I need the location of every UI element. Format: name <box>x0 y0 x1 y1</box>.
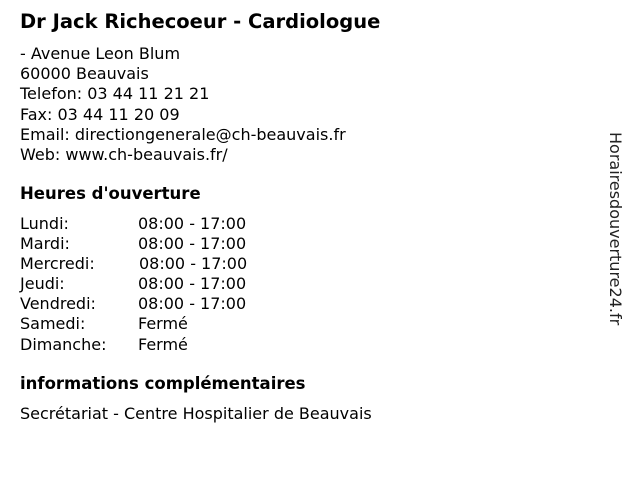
page-title: Dr Jack Richecoeur - Cardiologue <box>20 10 381 33</box>
time-value: 08:00 - 17:00 <box>139 254 248 274</box>
time-value: Fermé <box>138 314 188 334</box>
time-value: Fermé <box>138 334 188 354</box>
web-line: Web: www.ch-beauvais.fr/ <box>20 144 228 164</box>
phone-line: Telefon: 03 44 11 21 21 <box>20 84 210 104</box>
day-label: Samedi: <box>20 314 86 334</box>
site-watermark: Horairesdouverture24.fr <box>606 132 625 326</box>
address-block <box>20 44 346 165</box>
hours-row-tuesday <box>20 234 320 254</box>
time-value: 08:00 - 17:00 <box>138 234 247 254</box>
hours-row-sunday <box>20 335 320 355</box>
day-label: Jeudi: <box>20 274 65 294</box>
time-value: 08:00 - 17:00 <box>138 274 247 294</box>
opening-hours-list <box>20 214 320 355</box>
city-line: 60000 Beauvais <box>20 64 149 84</box>
email-line: Email: directiongenerale@ch-beauvais.fr <box>20 124 346 144</box>
hours-row-thursday <box>20 274 320 294</box>
day-label: Vendredi: <box>20 294 96 314</box>
day-label: Lundi: <box>20 214 69 233</box>
fax-line: Fax: 03 44 11 20 09 <box>20 104 180 124</box>
day-label: Dimanche: <box>20 334 107 354</box>
additional-info-heading: informations complémentaires <box>20 374 306 393</box>
street-line: - Avenue Leon Blum <box>20 44 181 63</box>
time-value: 08:00 - 17:00 <box>138 294 247 314</box>
time-value: 08:00 - 17:00 <box>138 214 247 233</box>
day-label: Mardi: <box>20 234 70 254</box>
hours-row-wednesday <box>20 254 320 274</box>
additional-info-text: Secrétariat - Centre Hospitalier de Beauvais <box>20 404 372 423</box>
day-label: Mercredi: <box>20 254 95 274</box>
hours-row-saturday <box>20 314 320 334</box>
opening-hours-heading: Heures d'ouverture <box>20 184 201 203</box>
hours-row-monday <box>20 214 320 234</box>
hours-row-friday <box>20 294 320 314</box>
